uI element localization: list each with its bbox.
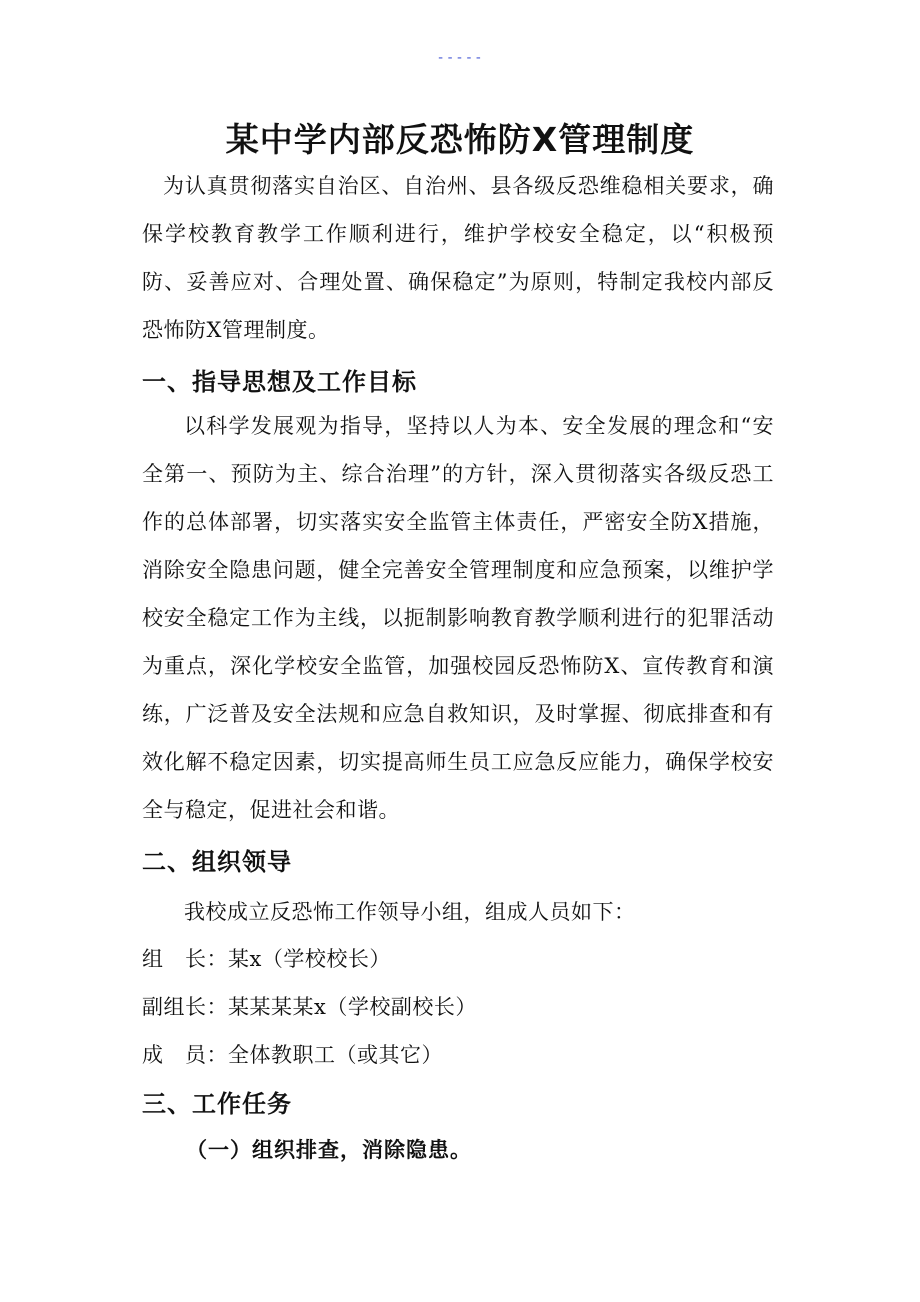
leader-line: 组 长：某x（学校校长） [142,947,391,971]
members-line: 成 员：全体教职工（或其它） [142,1043,443,1067]
header-mark: ----- [436,50,484,66]
section-1-body: 以科学发展观为指导，坚持以人为本、安全发展的理念和“安全第一、预防为主、综合治理”的方针，深入贯彻落实各级反恐工作的总体部署，切实落实安全监管主体责任，严密安全防X措施，消除安全隐患问题，健全完善安全管理制度和应急预案，以维护学校安全稳定工作为主线，以扼制影响教育教学顺利进行的犯罪活动为重点，深化学校安全监管，加强校园反恐怖防X、宣传教育和演练，广泛普及安全法规和应急自救知识，及时掌握、彻底排查和有效化解不稳定因素，切实提高师生员工应急反应能力，确保学校安全与稳定，促进社会和谐。 [142,414,774,822]
section-3-subheading-1: （一）组织排查，消除隐患。 [186,1138,472,1162]
intro-paragraph: 为认真贯彻落实自治区、自治州、县各级反恐维稳相关要求，确保学校教育教学工作顺利进行，维护学校安全稳定，以“积极预防、妥善应对、合理处置、确保稳定”为原则，特制定我校内部反恐怖防X管理制度。 [142,174,774,342]
section-2-intro: 我校成立反恐怖工作领导小组，组成人员如下： [184,900,636,924]
document-title: 某中学内部反恐怖防X管理制度 [225,120,695,159]
deputy-line: 副组长：某某某某x（学校副校长） [142,995,477,1019]
section-2-heading: 二、组织领导 [142,848,292,876]
section-3-heading: 三、工作任务 [142,1090,292,1118]
section-1-heading: 一、指导思想及工作目标 [142,368,417,396]
